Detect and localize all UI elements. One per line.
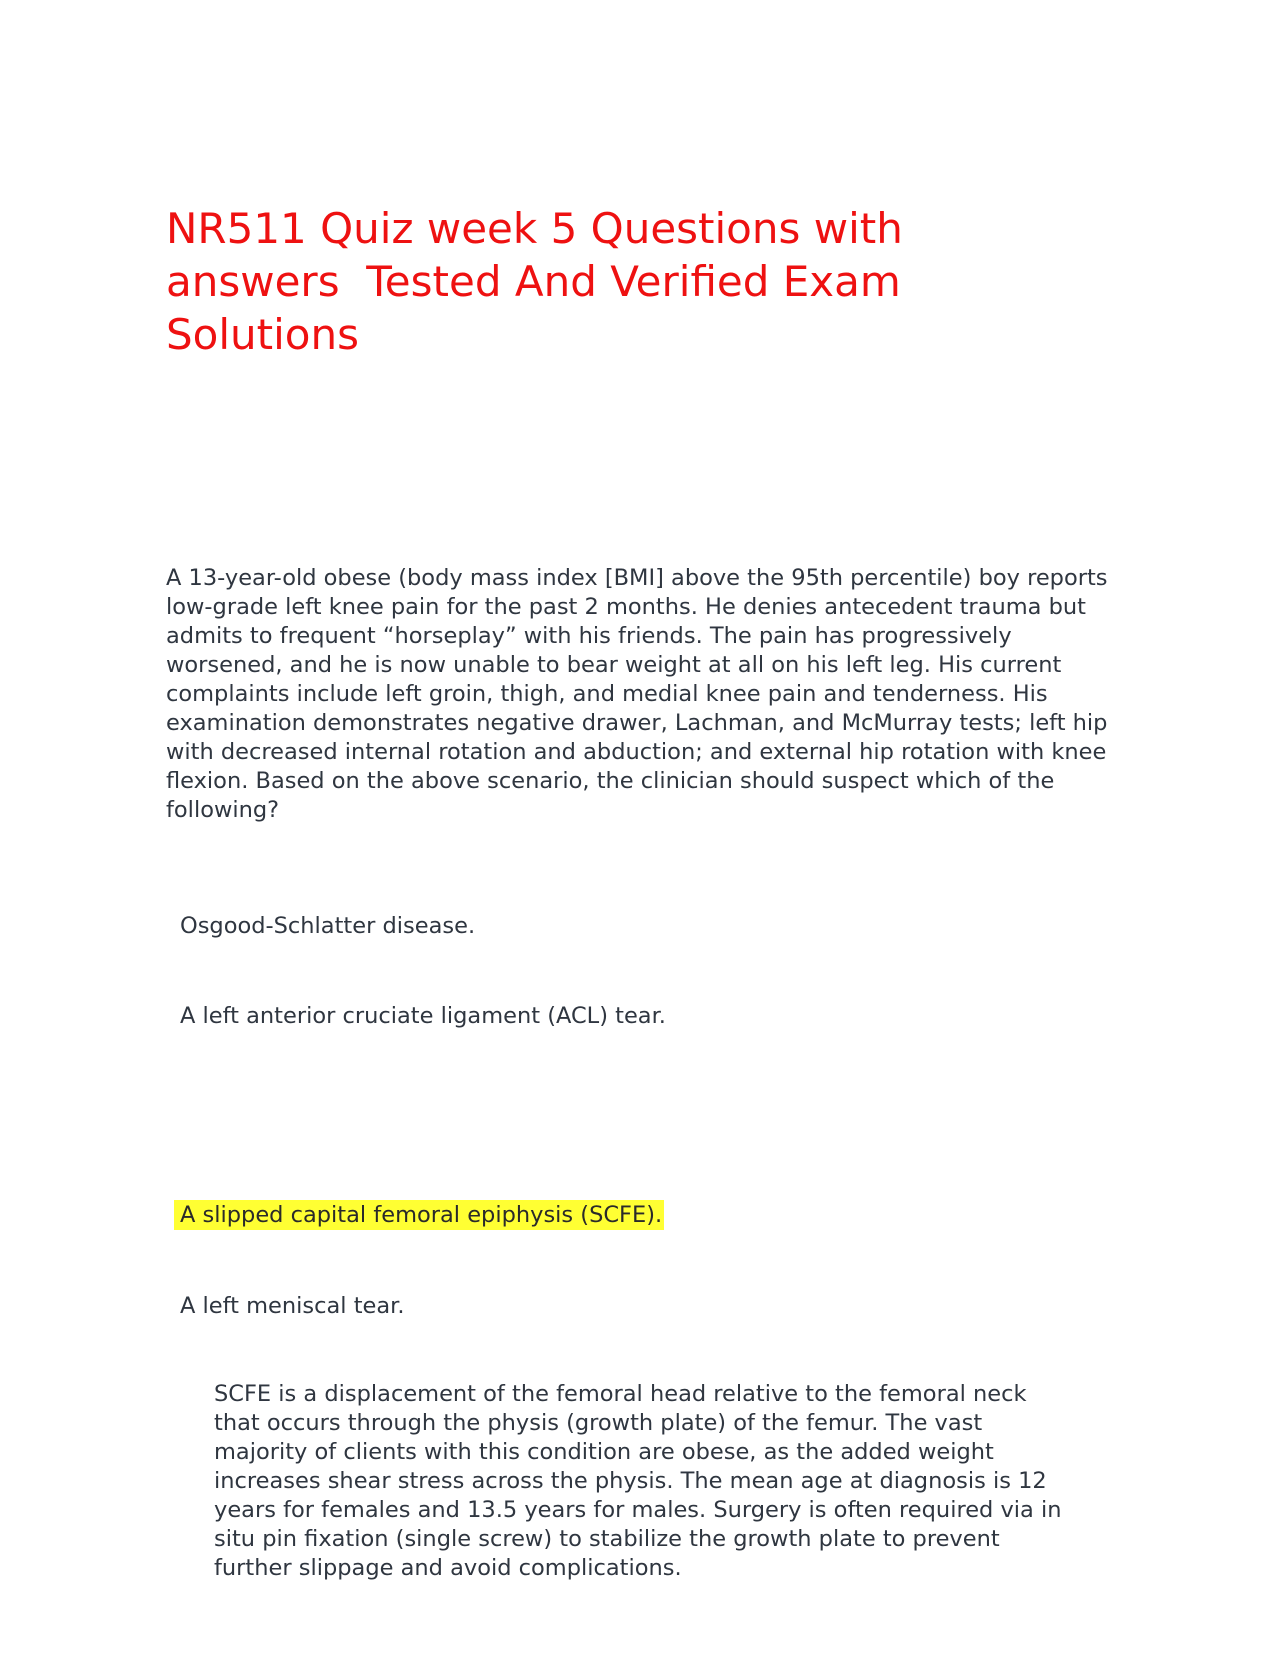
answer-option-4-label: A left meniscal tear.	[180, 1293, 405, 1319]
answer-option-3-correct	[180, 1201, 664, 1230]
answer-option-1	[180, 912, 475, 941]
answer-option-2	[180, 1002, 666, 1031]
answer-rationale: SCFE is a displacement of the femoral head relative to the femoral neck that occurs through the physis (growth plate) of the femur. The vast majority of clients with this condition are obese, as the added weight increases shear stress across the physis. The mean age at diagnosis is 12 years for females and 13.5 years for males. Surgery is often required via in situ pin fixation (single screw) to stabilize the growth plate to prevent further slippage and avoid complications.	[214, 1381, 1062, 1581]
document-title: NR511 Quiz week 5 Questions with answers Tested And Verified Exam Solutions	[166, 204, 917, 359]
question-text: A 13-year-old obese (body mass index [BMI] above the 95th percentile) boy reports low-grade left knee pain for the past 2 months. He denies antecedent trauma but admits to frequent “horseplay” with his friends. The pain has progressively worsened, and he is now unable to bear weight at all on his left leg. His current complaints include left groin, thigh, and medial knee pain and tenderness. His examination demonstrates negative drawer, Lachman, and McMurray tests; left hip with decreased internal rotation and abduction; and external hip rotation with knee flexion. Based on the above scenario, the clinician should suspect which of the following?	[166, 565, 1108, 823]
correct-answer-highlight: A slipped capital femoral epiphysis (SCFE).	[174, 1200, 664, 1230]
answer-option-2-label: A left anterior cruciate ligament (ACL) tear.	[180, 1003, 666, 1029]
answer-option-1-label: Osgood-Schlatter disease.	[180, 913, 476, 939]
answer-option-4	[180, 1292, 404, 1321]
